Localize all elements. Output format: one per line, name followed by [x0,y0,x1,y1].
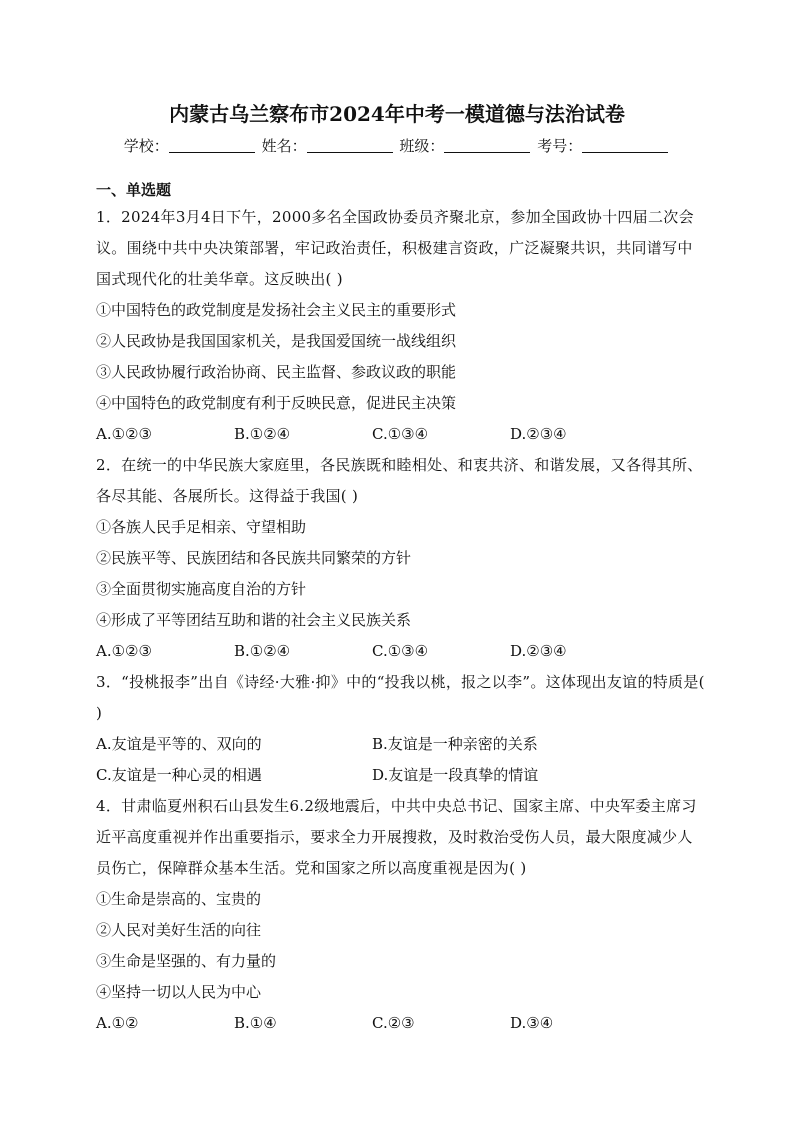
school-blank[interactable] [169,136,255,153]
question-4-choice-a[interactable]: A.①② [96,1014,139,1032]
student-info-line [0,134,794,158]
question-1-choice-c[interactable]: C.①③④ [372,425,429,443]
question-3-choice-a[interactable]: A.友谊是平等的、双向的 [96,735,262,753]
question-3-choices-row-1 [96,729,706,760]
question-4-statement-4: ④坚持一切以人民为中心 [96,983,262,1001]
question-1-choice-a[interactable]: A.①②③ [96,425,152,443]
question-4-choice-c[interactable]: C.②③ [372,1014,415,1032]
question-1-statement-3: ③人民政协履行政治协商、民主监督、参政议政的职能 [96,363,457,381]
name-blank[interactable] [307,136,393,153]
question-3-choice-c[interactable]: C.友谊是一种心灵的相遇 [96,766,262,784]
question-2-choice-c[interactable]: C.①③④ [372,642,429,660]
class-label: 班级： [399,137,445,155]
question-2-choices [96,636,706,667]
question-1-text: 1．2024年3月4日下午，2000多名全国政协委员齐聚北京，参加全国政协十四届二次会议。围绕中共中央决策部署，牢记政治责任，积极建言资政，广泛凝聚共识，共同谱写中国式现代化的壮美华章。这反映出( ) [96,208,694,288]
question-2-statement-4: ④形成了平等团结互助和谐的社会主义民族关系 [96,611,412,629]
class-blank[interactable] [444,136,530,153]
question-4-choices [96,1008,706,1039]
question-1-statement-2: ②人民政协是我国国家机关，是我国爱国统一战线组织 [96,332,457,350]
question-1-statement-4: ④中国特色的政党制度有利于反映民意，促进民主决策 [96,394,457,412]
section-heading: 一、单选题 [96,181,172,199]
question-4 [96,791,706,1039]
question-1 [96,202,706,450]
question-1-statement-1: ①中国特色的政党制度是发扬社会主义民主的重要形式 [96,301,457,319]
question-2-choice-b[interactable]: B.①②④ [234,642,291,660]
question-4-statement-3: ③生命是坚强的、有力量的 [96,952,277,970]
exam-number-label: 考号： [537,137,583,155]
question-3-choice-d[interactable]: D.友谊是一段真挚的情谊 [372,766,539,784]
question-1-choice-d[interactable]: D.②③④ [510,425,567,443]
question-2-choice-a[interactable]: A.①②③ [96,642,152,660]
question-3-text: 3．“投桃报李”出自《诗经·大雅·抑》中的“投我以桃，报之以李”。这体现出友谊的特质是( ) [96,673,705,722]
question-2 [96,450,706,667]
question-4-choice-d[interactable]: D.③④ [510,1014,554,1032]
question-4-statement-1: ①生命是崇高的、宝贵的 [96,890,262,908]
question-1-choice-b[interactable]: B.①②④ [234,425,291,443]
question-list [96,202,706,1039]
question-2-text: 2．在统一的中华民族大家庭里，各民族既和睦相处、和衷共济、和谐发展，又各得其所、各尽其能、各展所长。这得益于我国( ) [96,456,703,505]
question-4-choice-b[interactable]: B.①④ [234,1014,277,1032]
question-3-choice-b[interactable]: B.友谊是一种亲密的关系 [372,735,538,753]
question-2-choice-d[interactable]: D.②③④ [510,642,567,660]
question-3-choices-row-2 [96,760,706,791]
school-label: 学校： [123,137,169,155]
exam-number-blank[interactable] [582,136,668,153]
name-label: 姓名： [261,137,307,155]
question-1-choices [96,419,706,450]
question-2-statement-3: ③全面贯彻实施高度自治的方针 [96,580,307,598]
question-3 [96,667,706,791]
question-4-statement-2: ②人民对美好生活的向往 [96,921,262,939]
exam-title: 内蒙古乌兰察布市2024年中考一模道德与法治试卷 [169,102,625,126]
question-2-statement-2: ②民族平等、民族团结和各民族共同繁荣的方针 [96,549,412,567]
question-2-statement-1: ①各族人民手足相亲、守望相助 [96,518,307,536]
question-4-text: 4．甘肃临夏州积石山县发生6.2级地震后，中共中央总书记、国家主席、中央军委主席习近平高度重视并作出重要指示，要求全力开展搜救，及时救治受伤人员，最大限度减少人员伤亡，保障群众基本生活。党和国家之所以高度重视是因为( ) [96,797,697,877]
